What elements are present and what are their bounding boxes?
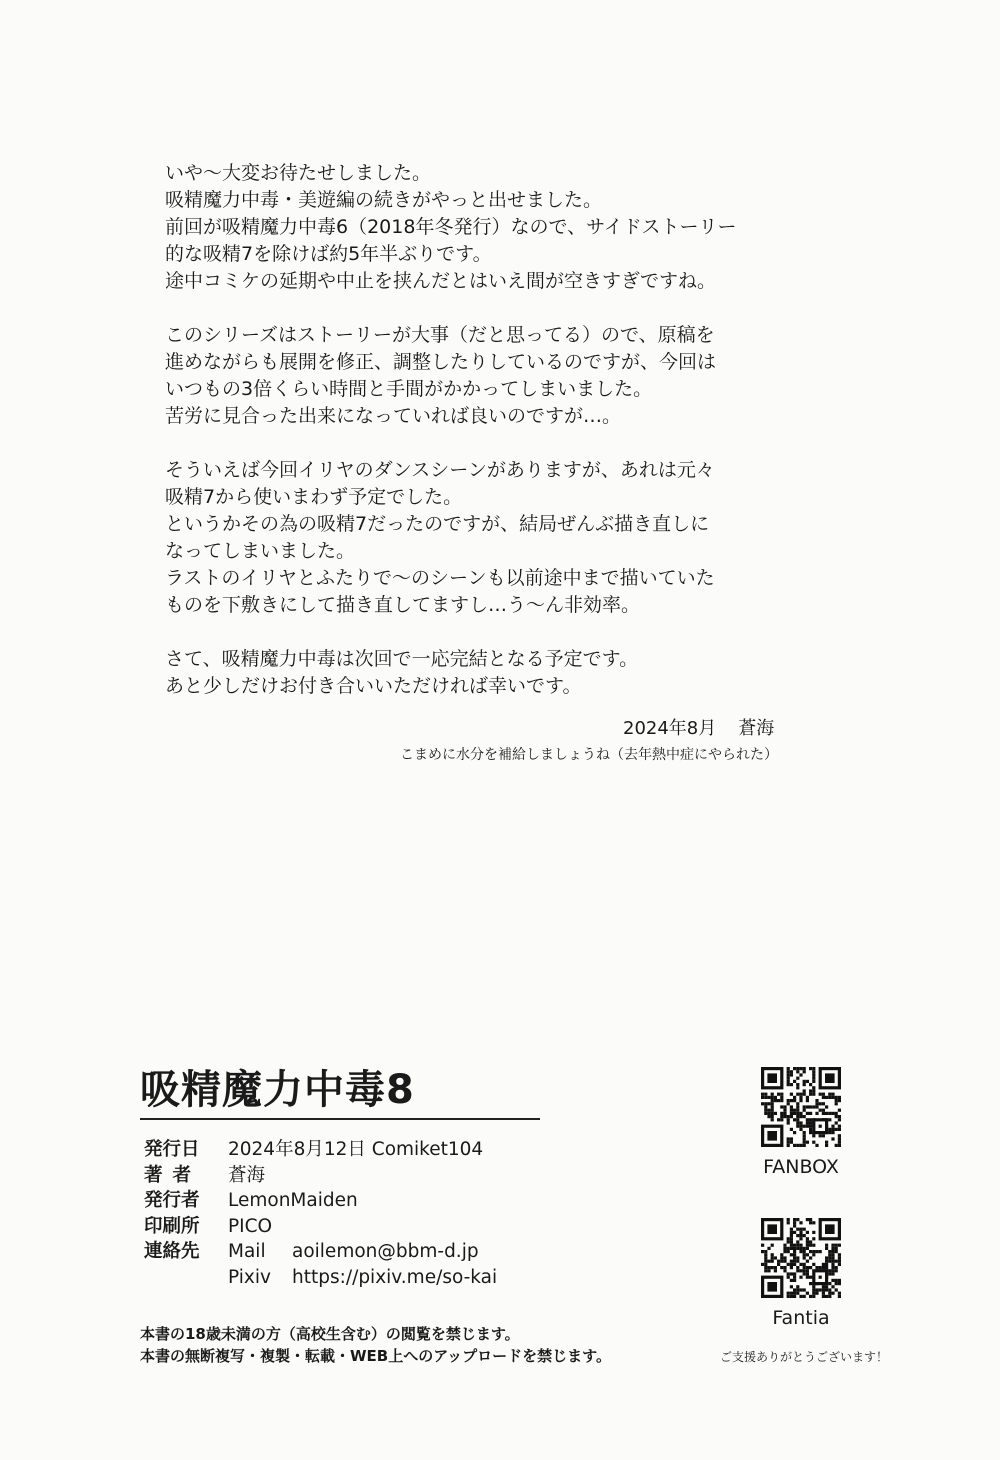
qr-code-icon[interactable] <box>761 1067 841 1147</box>
afterword-line: なってしまいました。 <box>165 540 356 562</box>
qr-label-fanbox: FANBOX <box>763 1156 839 1178</box>
afterword-paragraph <box>165 322 865 430</box>
publisher-label: 発行者 <box>144 1190 200 1211</box>
afterword-paragraph <box>165 160 865 295</box>
author-value: 蒼海 <box>228 1164 266 1186</box>
colophon-release-row <box>144 1137 497 1163</box>
contact-type-mail: Mail <box>228 1241 266 1262</box>
afterword-line: 吸精魔力中毒・美遊編の続きがやっと出せました。 <box>165 189 603 211</box>
colophon-contact-row <box>144 1239 497 1265</box>
legal-notice <box>140 1323 611 1367</box>
afterword-line: 進めながらも展開を修正、調整したりしているのですが、今回は <box>165 351 717 373</box>
age-restriction-notice: 本書の18歳未満の方（高校生含む）の閲覧を禁じます。 <box>140 1325 520 1343</box>
qr-code-icon[interactable] <box>761 1218 841 1298</box>
signature-name: 蒼海 <box>738 718 775 739</box>
afterword-line: 前回が吸精魔力中毒6（2018年冬発行）なので、サイドストーリー <box>165 216 737 238</box>
author-label: 著者 <box>144 1164 202 1186</box>
afterword-line: ものを下敷きにして描き直してますし…う～ん非効率。 <box>165 594 641 616</box>
qr-block-fantia <box>736 1218 866 1329</box>
afterword-line: いつもの3倍くらい時間と手間がかかってしまいました。 <box>165 378 653 400</box>
afterword-line: 苦労に見合った出来になっていれば良いのですが…。 <box>165 405 622 427</box>
afterword-line: そういえば今回イリヤのダンスシーンがありますが、あれは元々 <box>165 459 715 481</box>
contact-pixiv-link[interactable]: https://pixiv.me/so-kai <box>292 1266 498 1288</box>
contact-type-pixiv: Pixiv <box>228 1266 271 1288</box>
signature-date: 2024年8月 <box>623 718 717 739</box>
colophon <box>144 1137 497 1290</box>
title-divider <box>140 1118 540 1120</box>
afterword-line: 途中コミケの延期や中止を挟んだとはいえ間が空きすぎですね。 <box>165 270 717 292</box>
contact-label: 連絡先 <box>144 1241 200 1262</box>
afterword-paragraph <box>165 646 865 700</box>
contact-email[interactable]: aoilemon@bbm-d.jp <box>292 1241 479 1262</box>
afterword-line: ラストのイリヤとふたりで～のシーンも以前途中まで描いていた <box>165 567 715 589</box>
book-title: 吸精魔力中毒8 <box>140 1067 415 1113</box>
afterword-line: 的な吸精7を除けば約5年半ぶりです。 <box>165 243 492 265</box>
signature <box>623 714 774 740</box>
colophon-printer-row <box>144 1214 497 1240</box>
afterword-line: さて、吸精魔力中毒は次回で一応完結となる予定です。 <box>165 648 639 670</box>
thanks-note: ご支援ありがとうございます！ <box>720 1350 889 1364</box>
afterword-line: あと少しだけお付き合いいただければ幸いです。 <box>165 675 582 697</box>
colophon-author-row <box>144 1163 497 1189</box>
release-label: 発行日 <box>144 1139 200 1160</box>
printer-value: PICO <box>228 1215 273 1237</box>
afterword-line: いや～大変お待たせしました。 <box>165 162 432 184</box>
signature-note: こまめに水分を補給しましょうね（去年熱中症にやられた） <box>400 747 778 763</box>
afterword-line: このシリーズはストーリーが大事（だと思ってる）ので、原稿を <box>165 324 715 346</box>
afterword-paragraph <box>165 457 865 619</box>
afterword-line: 吸精7から使いまわず予定でした。 <box>165 486 463 508</box>
qr-block-fanbox <box>736 1067 866 1178</box>
copyright-notice: 本書の無断複写・複製・転載・WEB上へのアップロードを禁じます。 <box>140 1347 611 1365</box>
colophon-publisher-row <box>144 1188 497 1214</box>
publisher-value: LemonMaiden <box>228 1190 358 1211</box>
qr-label-fantia: Fantia <box>772 1307 830 1329</box>
release-value: 2024年8月12日 Comiket104 <box>228 1139 484 1160</box>
printer-label: 印刷所 <box>144 1215 200 1237</box>
colophon-contact-row <box>144 1265 497 1291</box>
afterword-line: というかその為の吸精7だったのですが、結局ぜんぶ描き直しに <box>165 513 710 535</box>
afterword <box>165 160 865 727</box>
